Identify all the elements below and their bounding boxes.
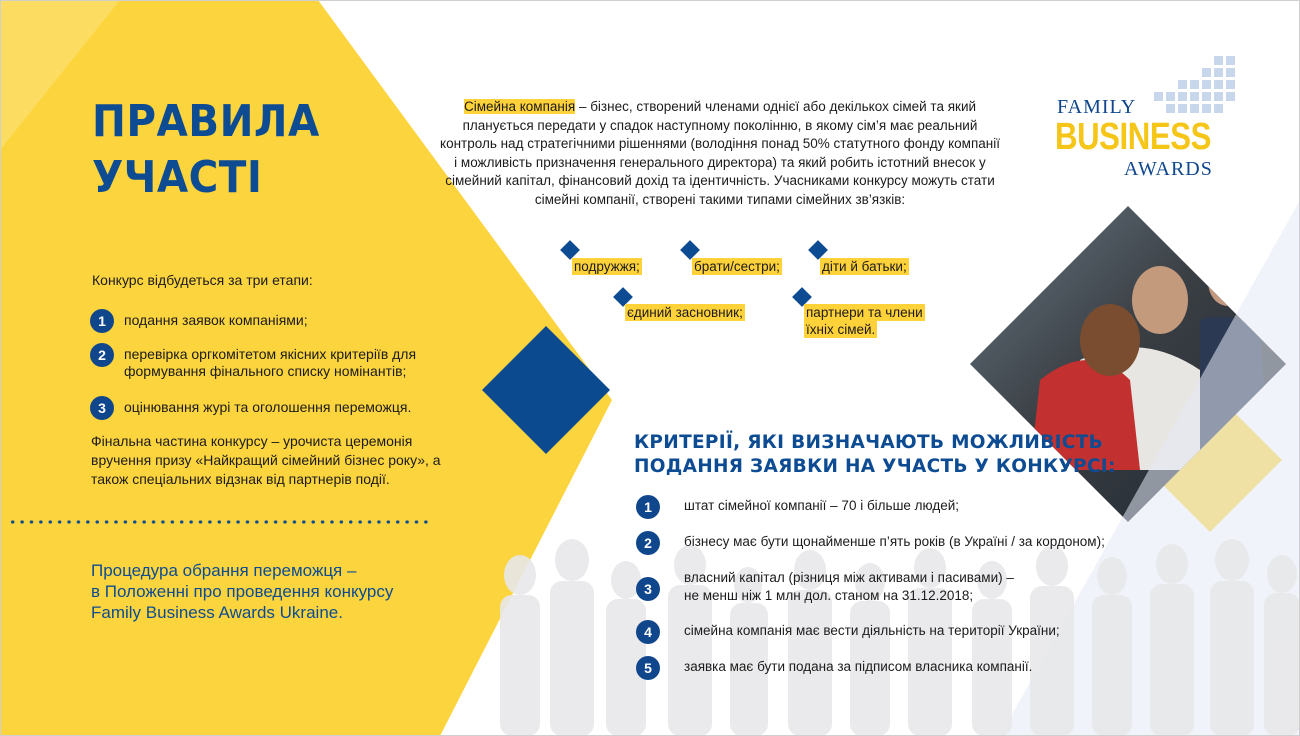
procedure-note [91,560,471,623]
criteria-text: сімейна компанія має вести діяльність на території України; [684,623,1060,638]
criteria-title [634,431,1194,479]
stage-number-badge: 2 [90,343,114,367]
criteria-number-badge: 2 [636,531,660,555]
family-type-label: їхніх сімей. [806,322,876,337]
family-type-tag [692,258,782,275]
logo-business-text: BUSINESS [1055,116,1212,158]
family-type-tag [820,258,909,275]
criteria-title-line1: КРИТЕРІЇ, ЯКІ ВИЗНАЧАЮТЬ МОЖЛИВІСТЬ [634,432,1103,453]
criteria-text: штат сімейної компанії – 70 і більше людей; [684,498,960,513]
criteria-item [636,658,1032,680]
criteria-item [636,533,1105,555]
stages-intro: Конкурс відбудеться за три етапи: [92,272,313,288]
criteria-text: заявка має бути подана за підписом власника компанії. [684,659,1033,674]
logo-family-text: FAMILY [1057,96,1137,118]
procedure-line2: в Положенні про проведення конкурсу [91,582,394,601]
family-type-label: єдиний засновник; [627,305,743,320]
stage-number-badge: 3 [90,396,114,420]
criteria-text-line2: не менш ніж 1 млн дол. станом на 31.12.2018; [684,588,974,603]
final-ceremony-text: Фінальна частина конкурсу – урочиста церемонія вручення призу «Найкращий сімейний бізнес року», а також спеціальних відзнак від партнерів події. [91,433,441,487]
family-type-tag [572,258,642,275]
logo-grid-squares [1154,56,1235,113]
definition-text: – бізнес, створений членами однієї або декількох сімей та який планується передати у спадок наступному поколінню, в якому сім’я має реальний контроль над стратегічними рішеннями (володіння понад 50% статутного фонду компанії і можливість призначення генерального директора) та який робить істотний внесок у сімейний капітал, фінансовий дохід та ідентичність. Учасниками конкурсу можуть стати сімейні компанії, створені такими типами сімейних зв’язків: [440,99,1000,207]
stage-number-badge: 1 [90,309,114,333]
family-type-label: брати/сестри; [694,259,780,274]
criteria-item [636,622,1060,644]
stage-item [90,312,308,333]
criteria-text [684,569,1014,605]
stage-text: перевірка оргкомітетом якісних критеріїв для формування фінального списку номінантів; [124,346,417,379]
family-company-definition [440,98,1000,209]
stage-text: подання заявок компаніями; [124,312,308,328]
procedure-line3: Family Business Awards Ukraine. [91,603,343,622]
page-title [92,94,320,206]
stage-text: оцінювання журі та оголошення переможця. [124,399,412,415]
procedure-line1: Процедура обрання переможця – [91,561,357,580]
page-title-line2: УЧАСТІ [92,152,263,203]
criteria-number-badge: 4 [636,620,660,644]
family-type-label: діти й батьки; [822,259,907,274]
dotted-divider [8,520,428,524]
stage-item [90,399,411,420]
logo-awards-text: AWARDS [1124,158,1213,180]
criteria-number-badge: 3 [636,577,660,601]
family-type-label: партнери та члени [806,305,923,320]
criteria-number-badge: 1 [636,495,660,519]
family-type-tag [804,304,925,338]
criteria-text: бізнесу має бути щонайменше п’ять років (в Україні / за кордоном); [684,534,1105,549]
page-title-line1: ПРАВИЛА [92,96,320,147]
criteria-number-badge: 5 [636,656,660,680]
criteria-item [636,497,959,519]
stage-item [90,346,470,380]
family-type-label: подружжя; [574,259,640,274]
family-type-tag [625,304,745,321]
criteria-item [636,569,1014,605]
criteria-text-line1: власний капітал (різниця між активами і пасивами) – [684,570,1014,585]
criteria-title-line2: ПОДАННЯ ЗАЯВКИ НА УЧАСТЬ У КОНКУРСІ: [634,456,1116,477]
definition-term: Сімейна компанія [463,99,576,114]
